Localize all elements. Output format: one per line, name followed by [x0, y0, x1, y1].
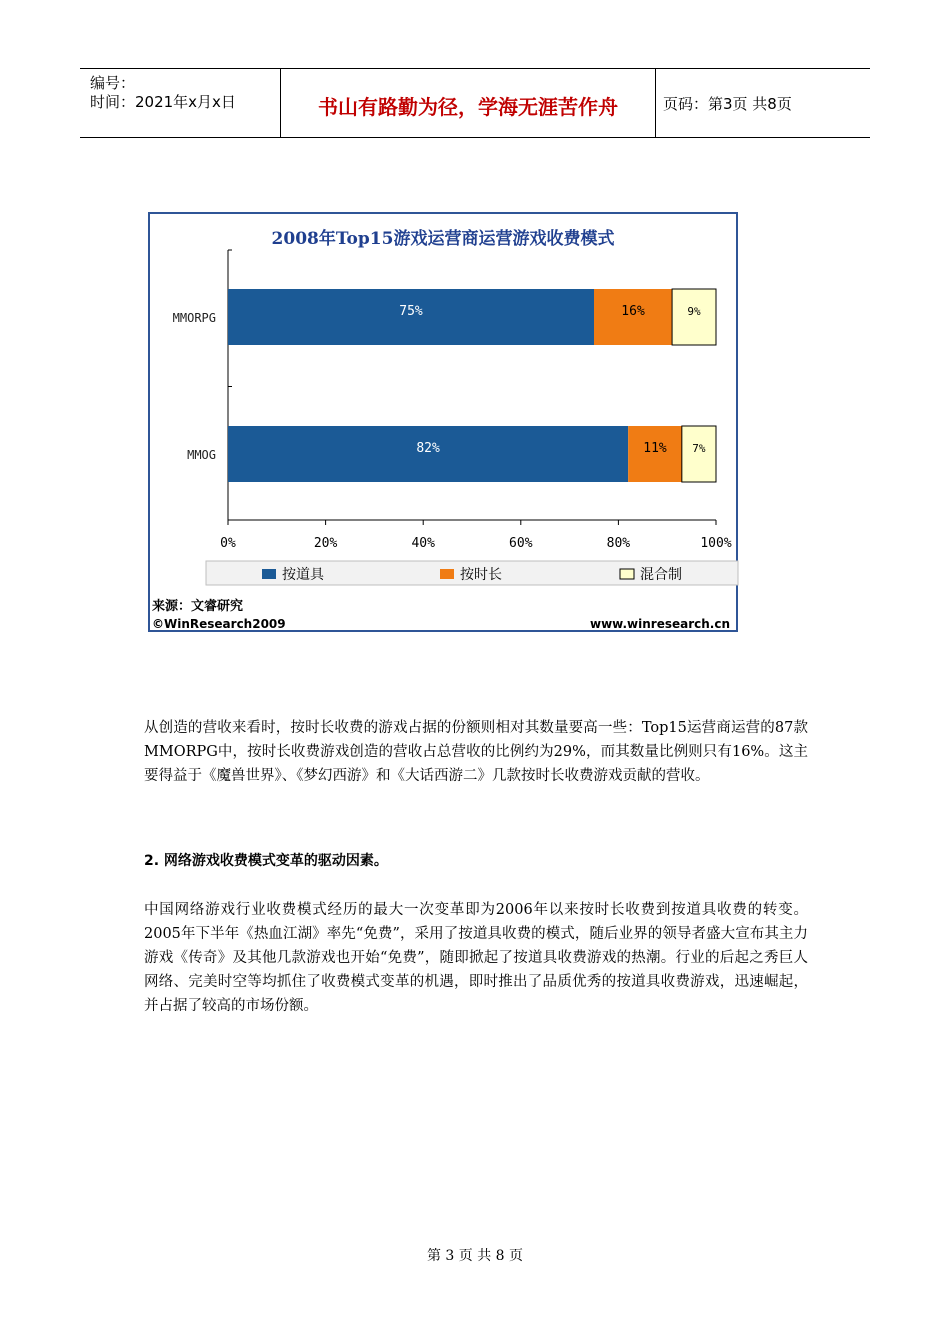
chart-copyright: ©WinResearch2009 [152, 617, 286, 631]
x-tick-label: 20% [313, 536, 338, 551]
x-tick-label: 80% [606, 536, 631, 551]
x-tick-label: 60% [509, 536, 533, 551]
legend-label: 混合制 [640, 567, 682, 583]
category-label: MMORPG [172, 311, 216, 325]
data-label: 9% [687, 305, 701, 318]
header-meta-cell [80, 69, 280, 137]
x-tick-label: 100% [700, 536, 732, 551]
chart-website: www.winresearch.cn [589, 617, 730, 631]
legend-label: 按道具 [282, 567, 324, 583]
header-motto-cell [280, 69, 656, 137]
motto: 书山有路勤为径，学海无涯苦作舟 [318, 95, 618, 119]
chart-source: 来源：文睿研究 [152, 599, 244, 614]
x-tick-label: 0% [220, 536, 236, 551]
header-page-cell [655, 69, 870, 137]
paragraph-2: 中国网络游戏行业收费模式经历的最大一次变革即为2006年以来按时长收费到按道具收费的转变。2005年下半年《热血江湖》率先“免费”，采用了按道具收费的模式，随后业界的领导者盛大宣布其主力游戏《传奇》及其他几款游戏也开始“免费”，随即掀起了按道具收费游戏的热潮。行业的后起之秀巨人网络、完美时空等均抓住了收费模式变革的机遇，即时推出了品质优秀的按道具收费游戏，迅速崛起，并占据了较高的市场份额。 [144, 902, 808, 1014]
page-footer: 第 3 页 共 8 页 [426, 1248, 524, 1264]
plot-area [173, 250, 732, 551]
number-label: 编号： [90, 74, 136, 92]
stacked-bar-chart [148, 212, 738, 632]
chart-canvas [150, 214, 740, 634]
page-header [80, 68, 870, 138]
date-line: 时间：2021年x月x日 [90, 93, 236, 111]
paragraph-1: 从创造的营收来看时，按时长收费的游戏占据的份额则相对其数量要高一些：Top15运营商运营的87款MMORPG中，按时长收费游戏创造的营收占总营收的比例约为29%，而其数量比例则只有16%。这主要得益于《魔兽世界》、《梦幻西游》和《大话西游二》几款按时长收费游戏贡献的营收。 [144, 720, 808, 784]
section-heading: 2. 网络游戏收费模式变革的驱动因素。 [144, 853, 388, 869]
data-label: 7% [692, 442, 706, 455]
data-label: 82% [416, 441, 440, 456]
data-label: 75% [399, 304, 423, 319]
legend-label: 按时长 [460, 567, 502, 583]
legend-swatch [440, 569, 454, 579]
chart-title: 2008年Top15游戏运营商运营游戏收费模式 [271, 229, 615, 249]
legend-swatch [262, 569, 276, 579]
x-tick-label: 40% [411, 536, 435, 551]
category-label: MMOG [187, 448, 216, 462]
chart-legend [206, 561, 738, 585]
legend-swatch [620, 569, 634, 579]
data-label: 16% [621, 304, 645, 319]
data-label: 11% [643, 441, 667, 456]
page-info: 页码：第3页 共8页 [663, 95, 792, 113]
